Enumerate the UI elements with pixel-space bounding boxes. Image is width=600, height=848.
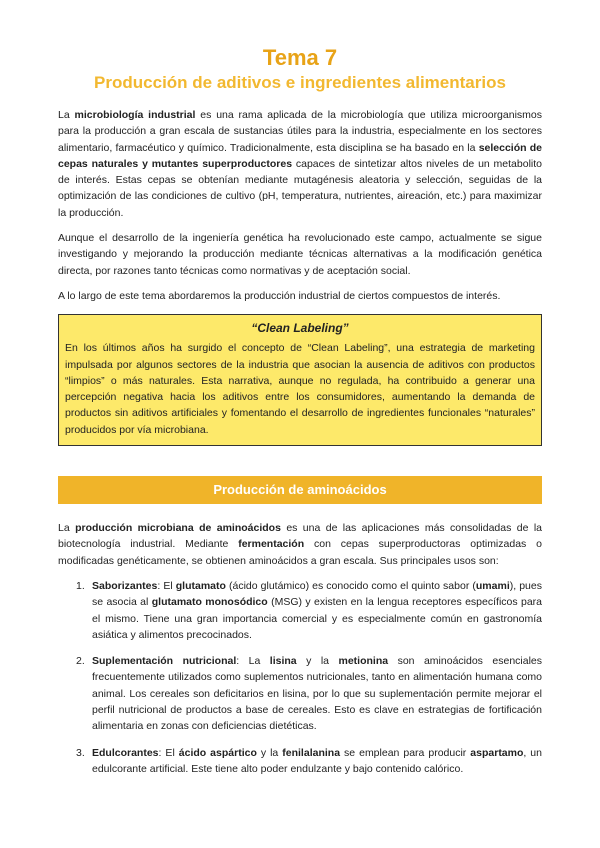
- text-run: La: [58, 109, 75, 121]
- page-subtitle: Producción de aditivos e ingredientes alimentarios: [94, 73, 506, 92]
- text-run: son aminoácidos esenciales frecuentemente utilizados como suplementos nutricionales, tanto en alimentación humana como animal. Los cereales son deficitarios en lisina, por lo que su suplementación permite mejorar el perfil nutricional de productos a base de cereales. Esto es clave en estrategias de fortificación alimentaria en zonas con deficiencias dietéticas.: [92, 655, 542, 733]
- text-run: : El: [158, 746, 179, 759]
- text-run: se emplean para producir: [340, 746, 471, 759]
- bold-term: umami: [475, 579, 510, 592]
- list-item: [58, 653, 542, 734]
- bold-term: metionina: [338, 655, 389, 668]
- bold-term: lisina: [269, 655, 297, 668]
- text-run: es una rama aplicada de la microbiología que utiliza microorganismos para la producción a gran escala de sustancias útiles para la industria, especialmente en los sectores alimentario, farmacéutico y químico. Tradicionalmente, esta disciplina se ha basado en la: [58, 109, 542, 154]
- bold-term: glutamato monosódico: [151, 596, 268, 609]
- intro-paragraph-2: Aunque el desarrollo de la ingeniería genética ha revolucionado este campo, actualmente se sigue investigando y mejorando la producción mediante técnicas alternativas a la modificación genética directa, por razones tanto técnicas como normativas y de aceptación social.: [58, 232, 542, 277]
- list-number: 3.: [76, 746, 85, 759]
- text-run: La: [58, 522, 76, 535]
- bold-term: Edulcorantes: [92, 746, 159, 759]
- clean-labeling-callout: [58, 314, 542, 446]
- text-run: (MSG) y existen en la lengua receptores específicos para el mismo. Tiene una gran importancia comercial y es especialmente común en gastronomía asiática y alimentos precocinados.: [92, 596, 543, 641]
- text-run: capaces de sintetizar altos niveles de un metabolito de interés. Estas cepas se obtenían mediante mutagénesis aleatoria y selección, seguidas de la optimización de las condiciones de cultivo (pH, temperatura, nutrientes, aireación, etc.) para maximizar la producción.: [58, 157, 542, 219]
- uses-list: [58, 578, 542, 777]
- text-run: ), pues se asocia al: [92, 579, 542, 609]
- section-intro: [58, 520, 542, 569]
- bold-term: ácido aspártico: [178, 746, 257, 759]
- bold-term: producción microbiana de aminoácidos: [75, 522, 281, 535]
- callout-title: “Clean Labeling”: [251, 321, 349, 336]
- text-run: : La: [236, 655, 270, 668]
- text-run: (ácido glutámico) es conocido como el quinto sabor (: [225, 579, 476, 592]
- callout-text: En los últimos años ha surgido el concepto de “Clean Labeling”, una estrategia de marketing impulsada por algunos sectores de la industria que asocian la ausencia de aditivos con productos “limpios” o más naturales. Esta narrativa, aunque no regulada, ha contribuido a generar una percepción negativa hacia los aditivos entre los consumidores, aumentando la demanda de productos sin aditivos artificiales y fomentando el desarrollo de ingredientes funcionales “naturales” producidos por vía microbiana.: [65, 342, 535, 436]
- intro-paragraph-3: A lo largo de este tema abordaremos la producción industrial de ciertos compuestos de interés.: [58, 289, 501, 302]
- bold-term: fenilalanina: [282, 746, 341, 759]
- intro-paragraph-1: [58, 107, 542, 221]
- document-page: [58, 44, 542, 787]
- bold-term: Suplementación nutricional: [92, 655, 237, 668]
- bold-term: microbiología industrial: [74, 109, 196, 121]
- text-run: y la: [256, 746, 283, 759]
- bold-term: Saborizantes: [92, 579, 158, 592]
- bold-term: glutamato: [175, 579, 226, 592]
- text-run: es una de las aplicaciones más consolidadas de la biotecnología industrial. Mediante: [58, 522, 543, 551]
- section-heading: Producción de aminoácidos: [58, 476, 542, 504]
- list-item: [58, 578, 542, 643]
- text-run: con cepas superproductoras optimizadas o modificadas genéticamente, se obtienen aminoácidos a gran escala. Sus principales usos son:: [58, 538, 542, 567]
- list-item: [58, 745, 542, 778]
- bold-term: fermentación: [238, 538, 305, 551]
- text-run: : El: [157, 579, 176, 592]
- page-title: Tema 7: [262, 45, 338, 70]
- bold-term: aspartamo: [470, 746, 524, 759]
- bold-term: selección de cepas naturales y mutantes superproductores: [58, 141, 542, 170]
- list-number: 1.: [76, 579, 85, 592]
- list-number: 2.: [76, 655, 85, 668]
- text-run: y la: [296, 655, 339, 668]
- text-run: , un edulcorante artificial. Este tiene alto poder endulzante y bajo contenido calórico.: [92, 746, 542, 775]
